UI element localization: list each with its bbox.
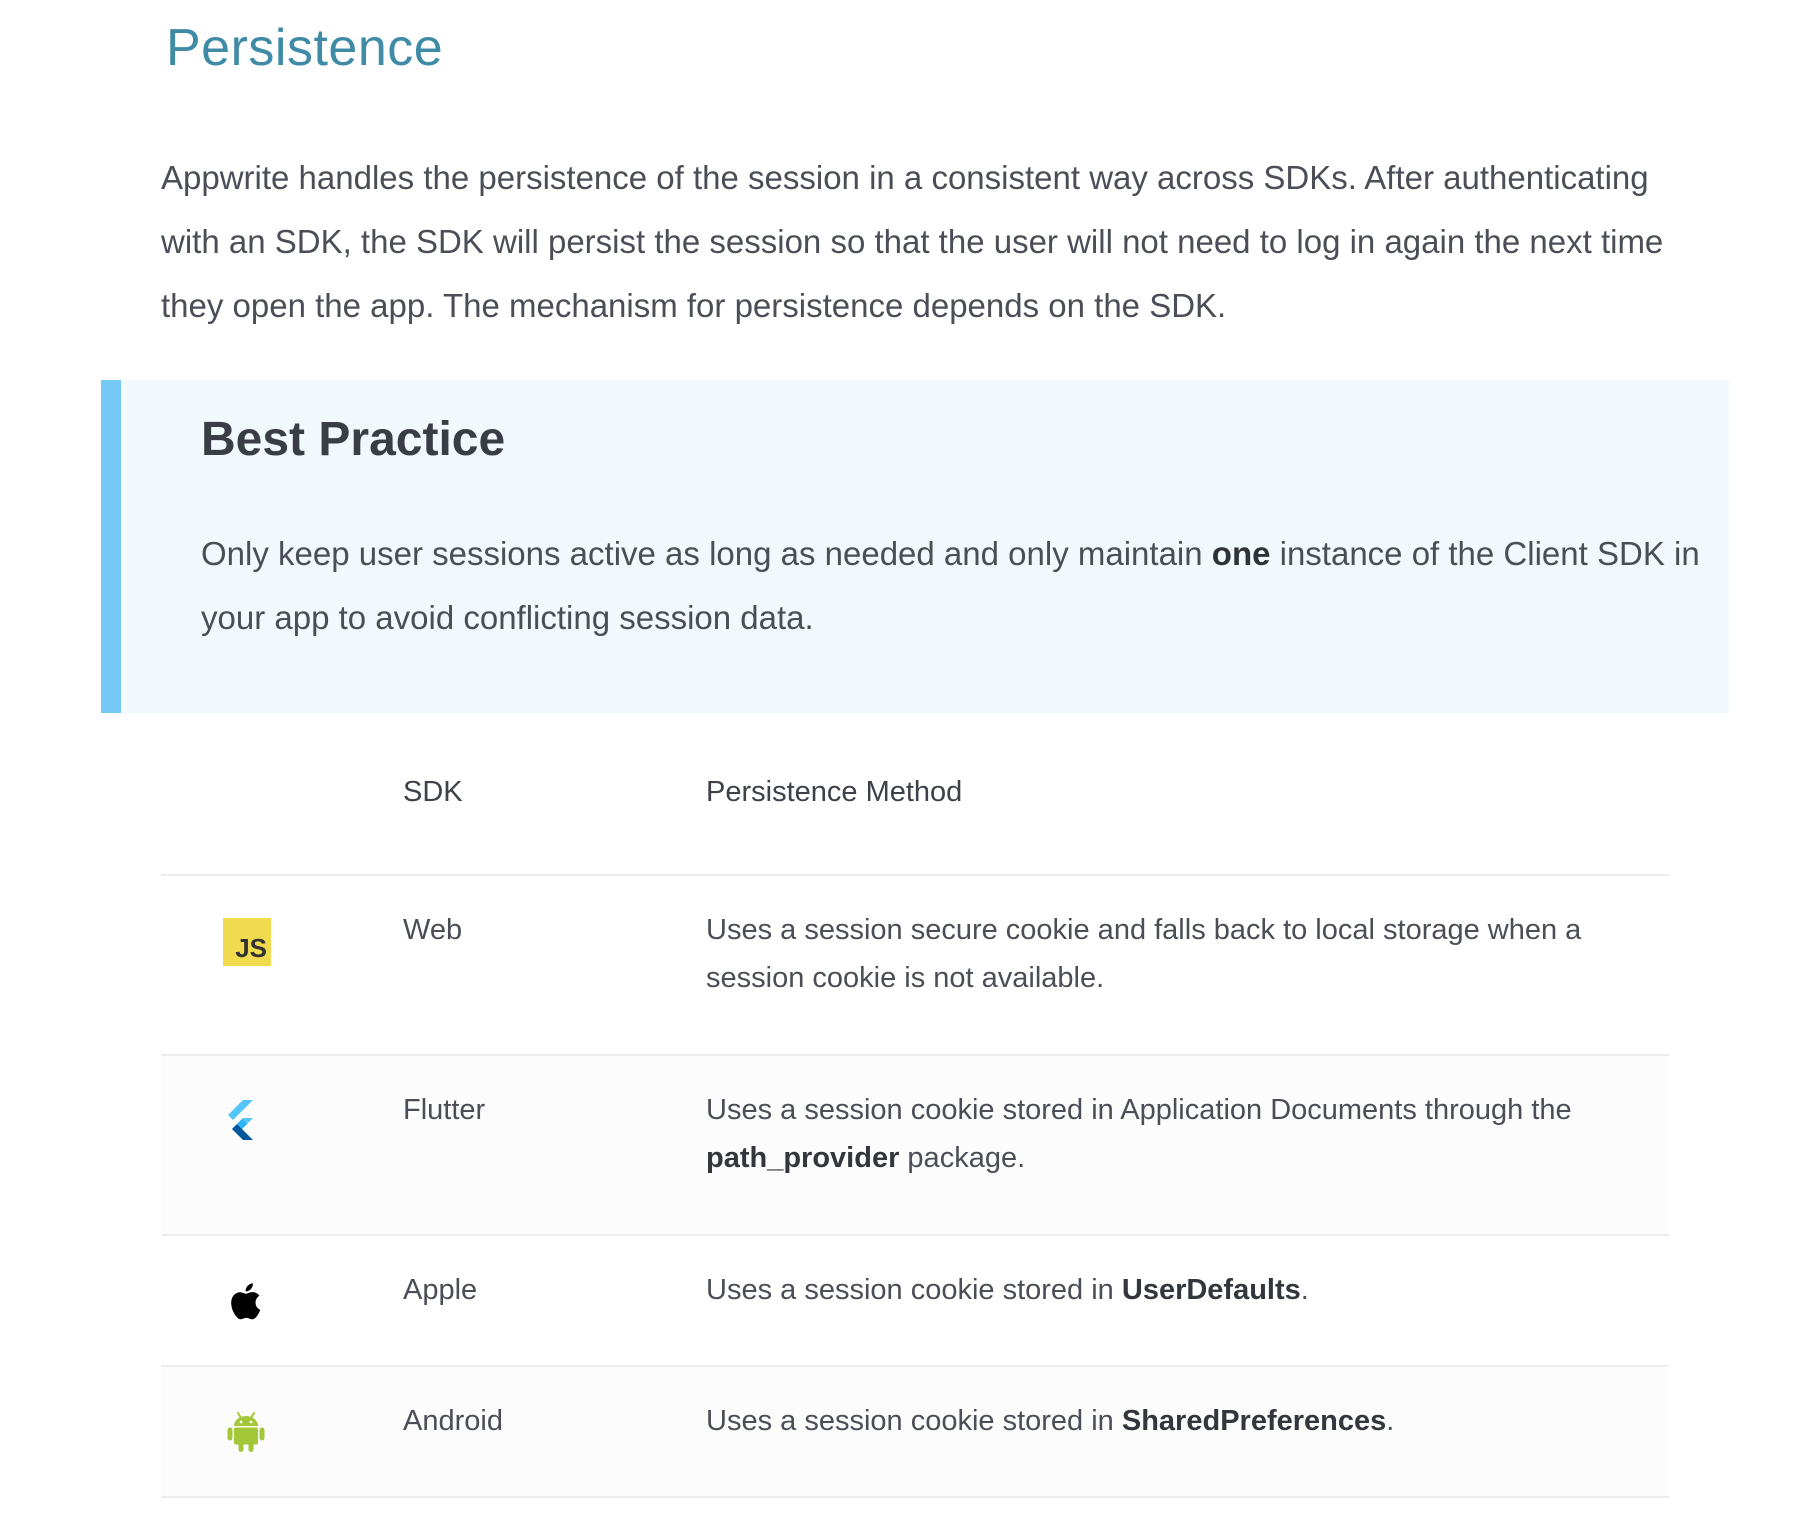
callout-text xyxy=(201,522,1701,650)
persistence-method xyxy=(706,1397,1606,1445)
header-sdk: SDK xyxy=(403,776,463,808)
callout-text-before: Only keep user sessions active as long as needed and only maintain xyxy=(201,535,1212,572)
sdk-name: Web xyxy=(403,914,463,946)
table-header xyxy=(161,740,1669,876)
callout-text-after: instance of the Client SDK in your app to avoid conflicting session data. xyxy=(201,535,1700,636)
method-text-before: Uses a session cookie stored in xyxy=(706,1405,1122,1437)
method-text-before: Uses a session cookie stored in xyxy=(706,1274,1122,1306)
method-text-bold: UserDefaults xyxy=(1121,1274,1301,1306)
callout-title: Best Practice xyxy=(201,413,506,466)
table-row-apple xyxy=(161,1236,1669,1367)
javascript-icon-text: JS xyxy=(235,933,267,963)
method-text-before: Uses a session cookie stored in Application Documents through the xyxy=(706,1094,1572,1126)
apple-icon xyxy=(221,1276,271,1326)
method-text-after: package. xyxy=(899,1142,1026,1174)
javascript-icon xyxy=(223,918,271,966)
persistence-method xyxy=(706,906,1606,1002)
intro-paragraph: Appwrite handles the persistence of the session in a consistent way across SDKs. After authenticating with an SDK, the SDK will persist the session so that the user will not need to log in again the next time they open the app. The mechanism for persistence depends on the SDK. xyxy=(161,159,1664,324)
method-text-after: . xyxy=(1300,1274,1309,1306)
table-row-web xyxy=(161,876,1669,1056)
sdk-name: Apple xyxy=(403,1274,478,1306)
table-row-android xyxy=(161,1367,1669,1498)
flutter-icon xyxy=(221,1096,271,1146)
callout-text-bold: one xyxy=(1211,535,1271,572)
best-practice-callout xyxy=(101,380,1729,713)
sdk-name: Flutter xyxy=(403,1094,486,1126)
method-text-before: Uses a session secure cookie and falls back to local storage when a session cookie is not available. xyxy=(706,914,1582,994)
section-title: Persistence xyxy=(166,19,444,77)
persistence-method xyxy=(706,1266,1606,1314)
table-row-flutter xyxy=(161,1056,1669,1236)
method-text-bold: path_provider xyxy=(706,1142,900,1174)
method-text-after: . xyxy=(1386,1405,1395,1437)
header-persistence-method: Persistence Method xyxy=(706,776,963,808)
sdk-name: Android xyxy=(403,1405,503,1437)
android-icon xyxy=(221,1407,271,1457)
method-text-bold: SharedPreferences xyxy=(1121,1405,1387,1437)
persistence-method xyxy=(706,1086,1606,1182)
sdk-persistence-table xyxy=(161,740,1669,1498)
